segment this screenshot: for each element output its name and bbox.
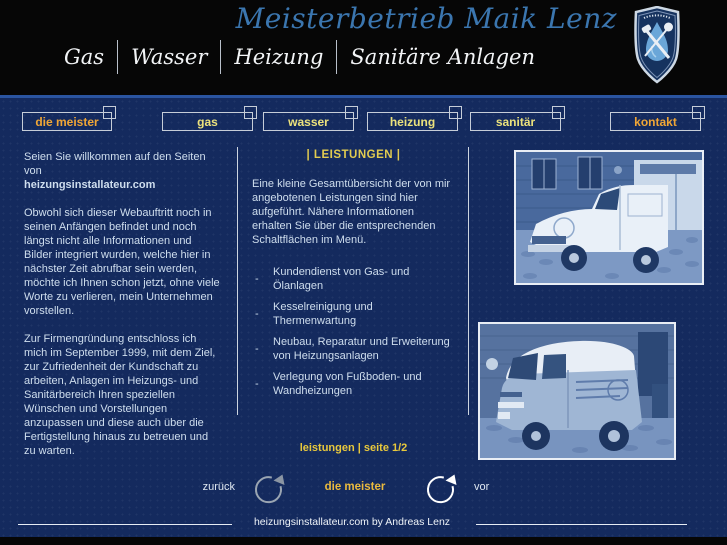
service-separator bbox=[220, 40, 221, 74]
services-list bbox=[252, 265, 455, 398]
van-photo-1 bbox=[514, 150, 704, 285]
list-item bbox=[252, 335, 455, 363]
welcome-line: Seien Sie willkommen auf den Seiten von bbox=[24, 151, 206, 177]
leistungen-paragraph: Eine kleine Gesamtübersicht der von mir angebotenen Leistungen sind hier aufgeführt. Nähere Informationen erhalten Sie über die entsprechenden Schaltflächen im Menü. bbox=[252, 178, 451, 246]
corner-square-decoration bbox=[103, 106, 116, 119]
list-item bbox=[252, 370, 455, 398]
pager-target-link[interactable]: die meister bbox=[324, 481, 386, 493]
nav-button-gas[interactable] bbox=[162, 112, 253, 131]
list-item-text: Neubau, Reparatur und Erweiterung von Heizungsanlagen bbox=[273, 336, 450, 362]
bullet-dash: - bbox=[255, 343, 259, 355]
list-item bbox=[252, 300, 455, 328]
service-heizung: Heizung bbox=[234, 45, 324, 69]
leistungen-column bbox=[252, 148, 455, 405]
circular-arrow-forward-icon[interactable] bbox=[423, 470, 461, 513]
bullet-dash: - bbox=[255, 273, 259, 285]
nav-label: gas bbox=[197, 114, 218, 129]
leistungen-heading: | LEISTUNGEN | bbox=[306, 149, 401, 161]
corner-square-decoration bbox=[244, 106, 257, 119]
service-separator bbox=[336, 40, 337, 74]
nav-label: die meister bbox=[35, 114, 99, 129]
back-link[interactable]: zurück bbox=[202, 481, 235, 493]
nav-label: heizung bbox=[389, 114, 436, 129]
intro-paragraph-2: Zur Firmengründung entschloss ich mich im September 1999, mit dem Ziel, zur Zufriedenheit der Kundschaft zu arbeiten, Anlagen im Heizungs- und Sanitärbereich Ihren speziellen Wünschen und Vorstellungen anzupassen und diese auch über die Fertigstellung hinaus zu betreuen und zu warten. bbox=[24, 333, 216, 457]
corner-square-decoration bbox=[345, 106, 358, 119]
header-services bbox=[64, 40, 535, 74]
bullet-dash: - bbox=[255, 378, 259, 390]
nav-label: wasser bbox=[288, 114, 329, 129]
list-item-text: Verlegung von Fußboden- und Wandheizungen bbox=[273, 371, 422, 397]
welcome-paragraph bbox=[24, 150, 222, 192]
nav-button-wasser[interactable] bbox=[263, 112, 354, 131]
nav-label: sanitär bbox=[495, 114, 536, 129]
intro-column bbox=[24, 150, 222, 472]
service-wasser: Wasser bbox=[131, 45, 208, 69]
van-photo-2 bbox=[478, 322, 676, 460]
corner-square-decoration bbox=[692, 106, 705, 119]
bullet-dash: - bbox=[255, 308, 259, 320]
nav-label: kontakt bbox=[634, 114, 677, 129]
intro-paragraph-1: Obwohl sich dieser Webauftritt noch in seinen Anfängen befindet und noch längst nicht alle Informationen und Bilder integriert wurden, welche hier in nächster Zeit abrufbar sein werden, möchte ich Ihnen schon jetzt, ohne viele Worte zu verlieren, mein Unternehmen vorstellen. bbox=[24, 207, 220, 317]
header bbox=[0, 0, 727, 95]
service-gas: Gas bbox=[64, 45, 105, 69]
footer-line-left bbox=[18, 524, 232, 525]
page-indicator: leistungen | seite 1/2 bbox=[299, 442, 408, 454]
corner-square-decoration bbox=[449, 106, 462, 119]
footer-credit: heizungsinstallateur.com by Andreas Lenz bbox=[253, 516, 451, 528]
site-name: heizungsinstallateur.com bbox=[24, 179, 156, 191]
nav-button-kontakt[interactable] bbox=[610, 112, 701, 131]
site-title: Meisterbetrieb Maik Lenz bbox=[235, 2, 617, 35]
service-sanitaere-anlagen: Sanitäre Anlagen bbox=[350, 45, 535, 69]
circular-arrow-back-icon[interactable] bbox=[251, 470, 289, 513]
column-divider bbox=[468, 147, 469, 415]
nav-button-sanitaer[interactable] bbox=[470, 112, 561, 131]
shield-tools-water-drop-logo bbox=[631, 6, 683, 89]
nav-button-heizung[interactable] bbox=[367, 112, 458, 131]
list-item-text: Kesselreinigung und Thermenwartung bbox=[273, 301, 373, 327]
column-divider bbox=[237, 147, 238, 415]
list-item-text: Kundendienst von Gas- und Ölanlagen bbox=[273, 266, 410, 292]
forward-link[interactable]: vor bbox=[474, 481, 490, 493]
corner-square-decoration bbox=[552, 106, 565, 119]
service-separator bbox=[117, 40, 118, 74]
footer-line-right bbox=[476, 524, 687, 525]
nav-button-die-meister[interactable] bbox=[22, 112, 112, 131]
content-area bbox=[0, 98, 727, 537]
list-item bbox=[252, 265, 455, 293]
